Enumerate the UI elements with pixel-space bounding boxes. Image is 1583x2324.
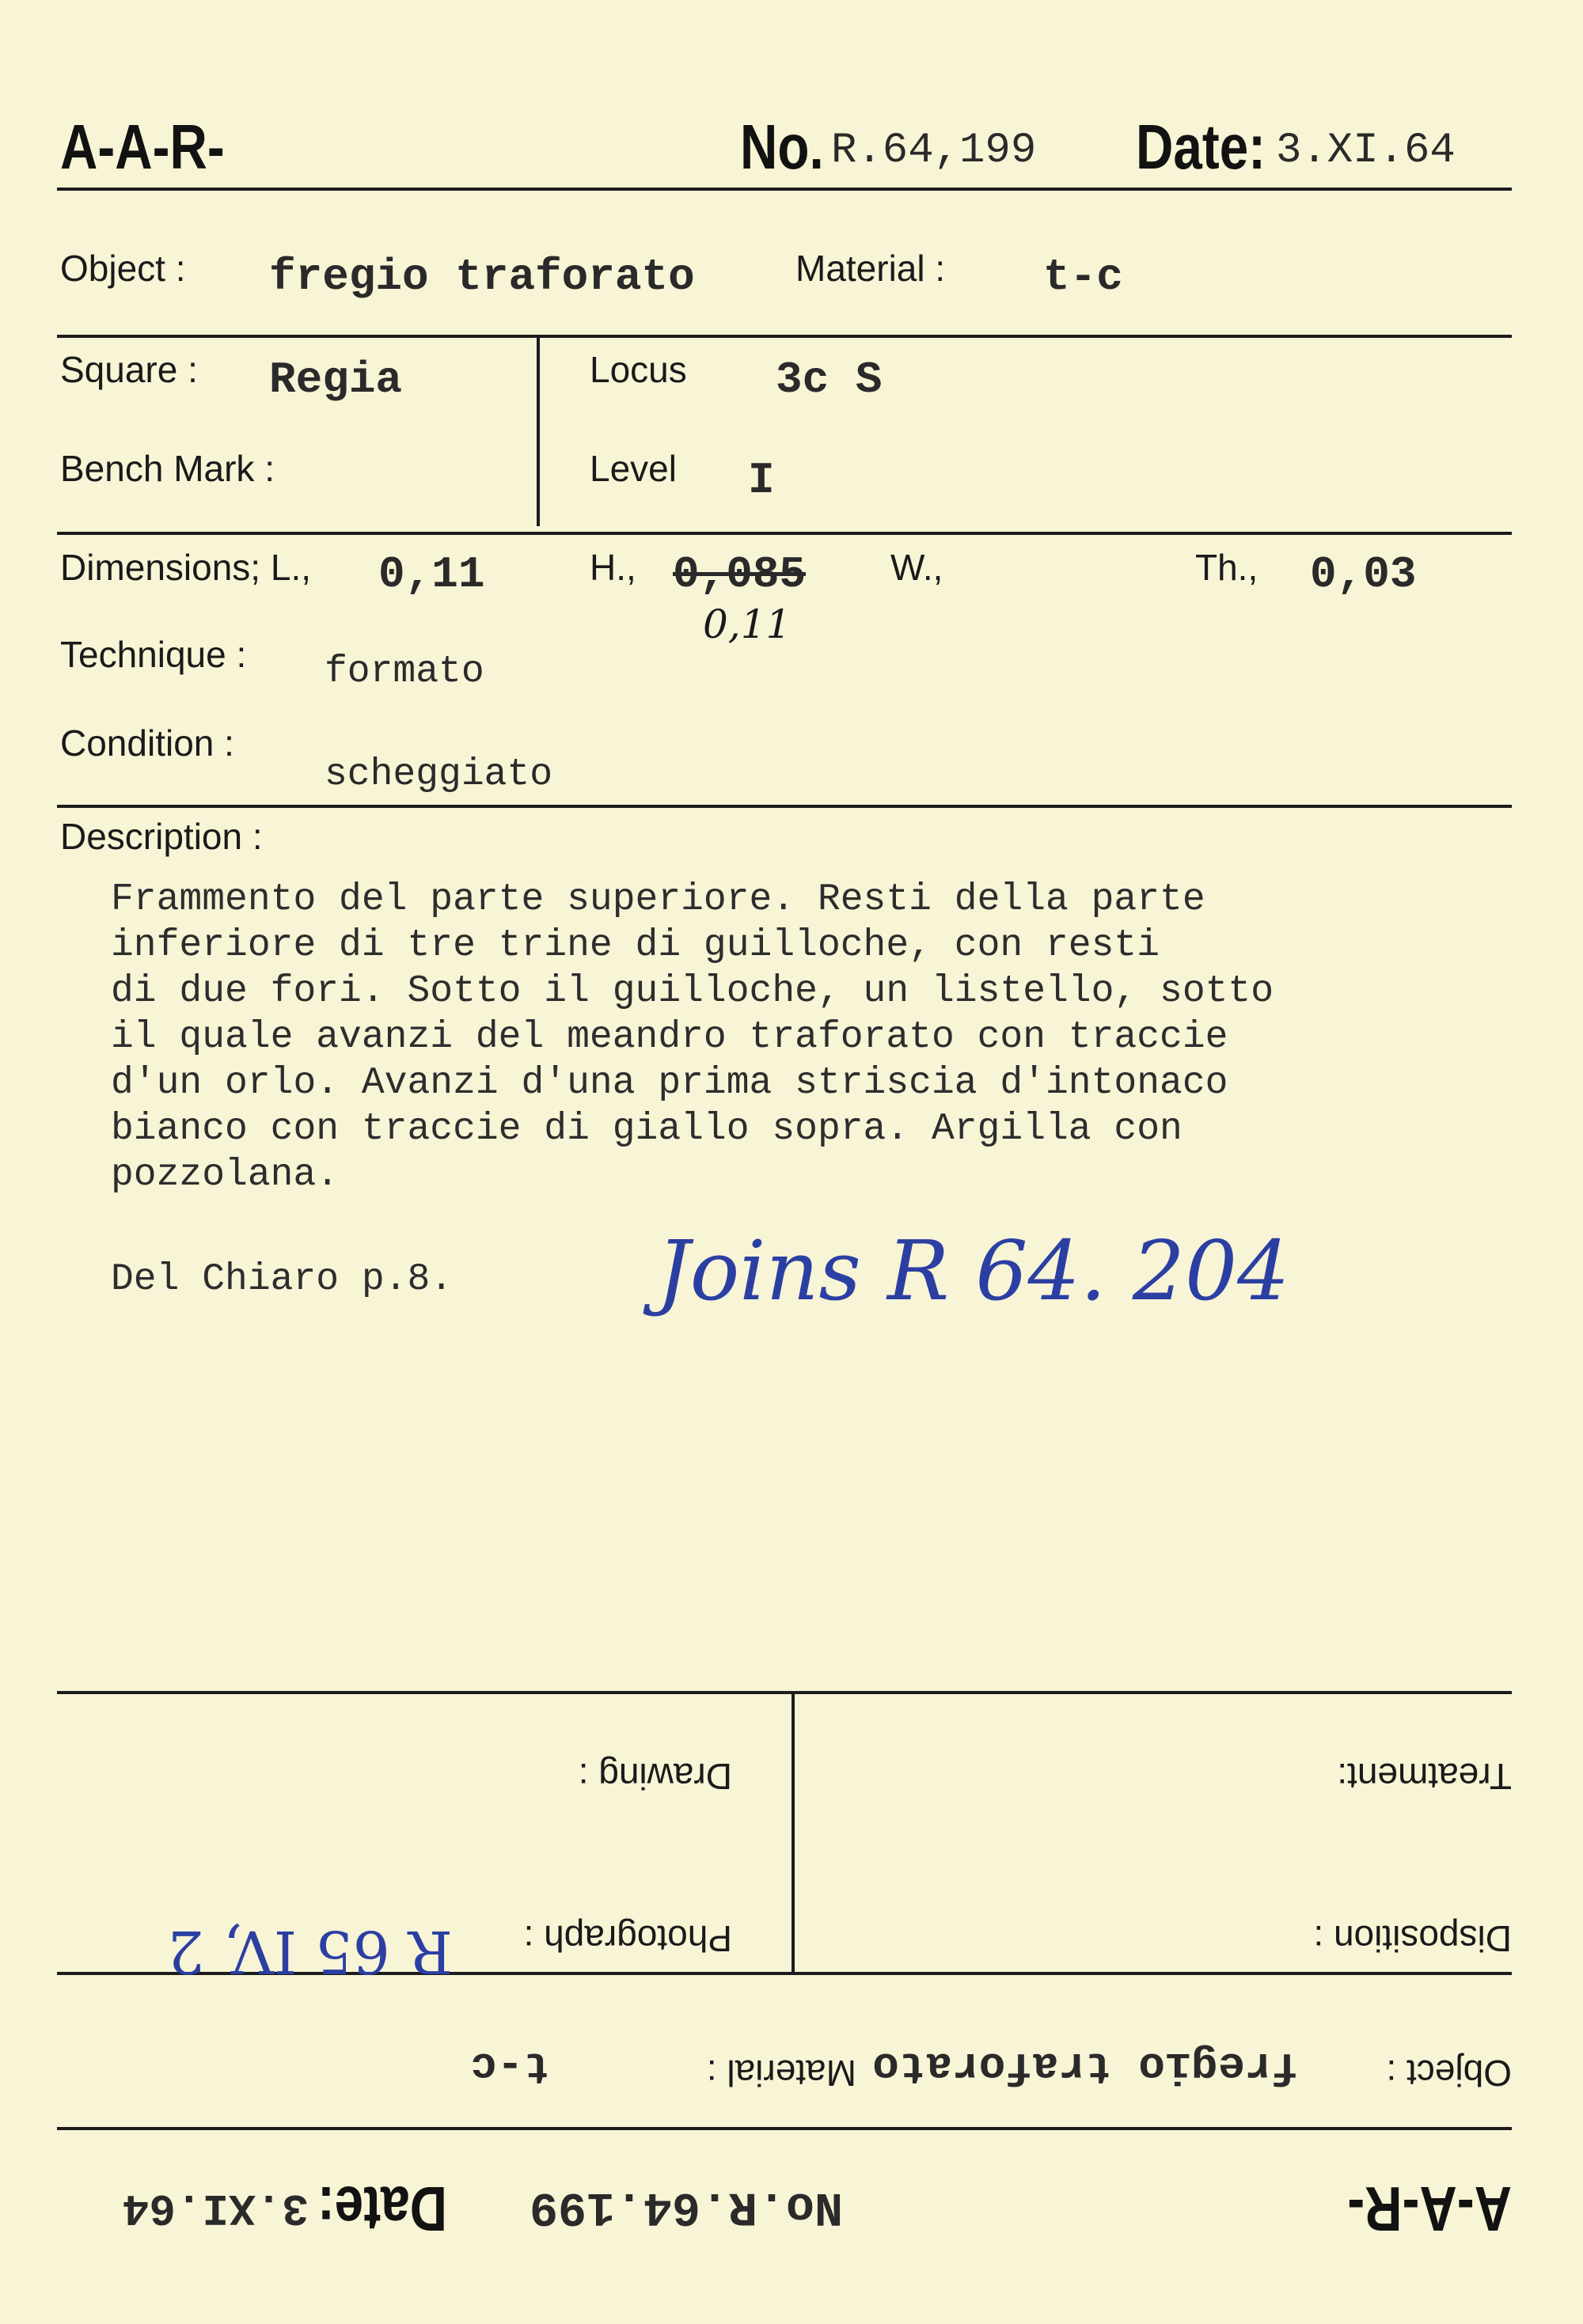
width-label: W., [890, 547, 943, 588]
inverted-number-value: No.R.64.199 [529, 2179, 843, 2233]
handwritten-join-note: Joins R 64. 204 [657, 1223, 1290, 1319]
description-line: pozzolana. [111, 1154, 340, 1196]
locus-label: Locus [590, 349, 687, 390]
thickness-label: Th., [1195, 547, 1258, 588]
description-line: bianco con traccie di giallo sopra. Argilla con [111, 1108, 1183, 1151]
description-reference: Del Chiaro p.8. [111, 1258, 454, 1301]
height-value-corrected: 0,11 [703, 601, 792, 647]
square-label: Square : [60, 349, 198, 390]
inverted-disposition-label: Disposition : [1313, 1918, 1512, 1959]
locus-rule [57, 532, 1512, 535]
header-rule [57, 188, 1512, 191]
square-value: Regia [269, 354, 403, 405]
description-label: Description : [60, 816, 263, 857]
object-rule [57, 335, 1512, 338]
description-line: il quale avanzi del meandro traforato con traccie [111, 1016, 1228, 1059]
description-line: Frammento del parte superiore. Resti della parte [111, 878, 1205, 921]
inverted-material-value: t-c [470, 2041, 550, 2091]
level-label: Level [590, 448, 677, 489]
height-label: H., [590, 547, 636, 588]
inverted-object-label: Object : [1386, 2053, 1512, 2094]
inverted-material-label: Material : [706, 2053, 856, 2094]
material-value: t-c [1043, 252, 1123, 302]
description-line: d'un orlo. Avanzi d'una prima striscia d'intonaco [111, 1062, 1228, 1105]
technique-value: formato [325, 650, 484, 693]
condition-label: Condition : [60, 722, 234, 764]
inverted-date-label: Date: [317, 2174, 447, 2244]
date-label: Date: [1136, 112, 1266, 182]
inverted-brand-title: A-A-R- [1347, 2174, 1512, 2244]
thickness-value: 0,03 [1310, 549, 1417, 600]
inverted-card-section [0, 1670, 1583, 2324]
date-value: 3.XI.64 [1276, 127, 1456, 175]
object-value: fregio traforato [269, 252, 695, 302]
square-divider [537, 336, 540, 526]
description-line: inferiore di tre trine di guilloche, con resti [111, 924, 1160, 967]
bench-mark-label: Bench Mark : [60, 448, 275, 489]
object-label: Object : [60, 248, 186, 289]
level-value: I [748, 455, 775, 506]
length-value: 0,11 [378, 549, 485, 600]
inverted-drawing-label: Drawing : [578, 1756, 732, 1797]
condition-value: scheggiato [325, 753, 553, 796]
material-label: Material : [795, 248, 946, 289]
inverted-treatment-label: Treatment: [1337, 1756, 1512, 1797]
description-line: di due fori. Sotto il guilloche, un listello, sotto [111, 970, 1274, 1013]
inverted-photograph-value: R 65 IV, 2 [167, 1917, 453, 1985]
height-value-struck: 0,085 [673, 549, 807, 600]
inverted-date-value: 3.XI.64 [122, 2182, 309, 2233]
condition-rule [57, 805, 1512, 808]
brand-title: A-A-R- [60, 112, 225, 182]
dimensions-label: Dimensions; L., [60, 547, 312, 588]
inverted-photograph-label: Photograph : [523, 1918, 732, 1959]
locus-value: 3c S [776, 354, 883, 405]
number-value: R.64,199 [831, 127, 1037, 175]
number-label: No. [740, 112, 824, 182]
technique-label: Technique : [60, 634, 247, 675]
inverted-object-value: fregio traforato [872, 2041, 1298, 2091]
